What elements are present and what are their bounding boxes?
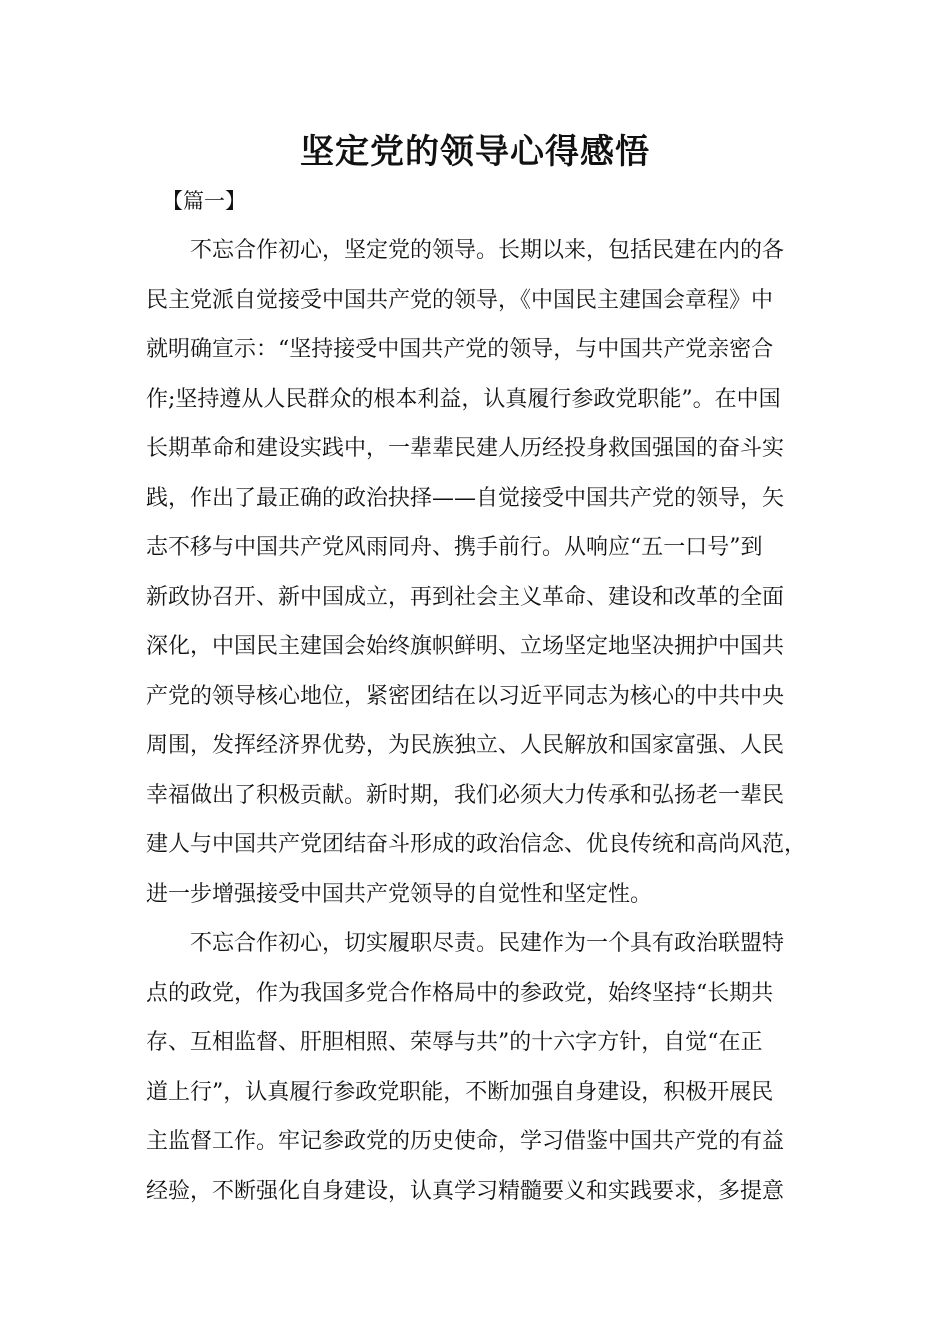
document-title: 坚定党的领导心得感悟 (300, 132, 650, 172)
section-label: 【篇一】 (162, 189, 246, 213)
paragraph-line: 不忘合作初心，切实履职尽责。民建作为一个具有政治联盟特 (190, 931, 785, 956)
paragraph-1 (146, 226, 807, 919)
paragraph-line: 作;坚持遵从人民群众的根本利益，认真履行参政党职能”。在中国 (146, 386, 781, 412)
paragraph-line: 践，作出了最正确的政治抉择——自觉接受中国共产党的领导，矢 (146, 485, 785, 511)
paragraph-line: 就明确宣示：“坚持接受中国共产党的领导，与中国共产党亲密合 (146, 337, 774, 362)
paragraph-line: 存、互相监督、肝胆相照、荣辱与共”的十六字方针，自觉“在正 (146, 1030, 763, 1055)
paragraph-line: 深化，中国民主建国会始终旗帜鲜明、立场坚定地坚决拥护中国共 (146, 634, 785, 659)
paragraph-line: 周围，发挥经济界优势，为民族独立、人民解放和国家富强、人民 (146, 733, 785, 758)
paragraph-line: 进一步增强接受中国共产党领导的自觉性和坚定性。 (146, 881, 653, 907)
paragraph-line: 不忘合作初心，坚定党的领导。长期以来，包括民建在内的各 (190, 238, 785, 263)
paragraph-2 (146, 919, 804, 1216)
paragraph-line: 建人与中国共产党团结奋斗形成的政治信念、优良传统和高尚风范， (146, 832, 807, 857)
paragraph-line: 点的政党，作为我国多党合作格局中的参政党，始终坚持“长期共 (146, 980, 774, 1006)
paragraph-line: 长期革命和建设实践中，一辈辈民建人历经投身救国强国的奋斗实 (146, 436, 785, 461)
paragraph-line: 道上行”，认真履行参政党职能，不断加强自身建设，积极开展民 (146, 1079, 774, 1105)
paragraph-line: 志不移与中国共产党风雨同舟、携手前行。从响应“五一口号”到 (146, 535, 763, 560)
paragraph-line: 新政协召开、新中国成立，再到社会主义革命、建设和改革的全面 (146, 584, 785, 610)
paragraph-line: 产党的领导核心地位，紧密团结在以习近平同志为核心的中共中央 (146, 683, 785, 709)
paragraph-line: 主监督工作。牢记参政党的历史使命，学习借鉴中国共产党的有益 (146, 1129, 785, 1154)
paragraph-line: 经验，不断强化自身建设，认真学习精髓要义和实践要求，多提意 (146, 1178, 785, 1204)
paragraph-line: 民主党派自觉接受中国共产党的领导，《中国民主建国会章程》中 (146, 287, 774, 313)
paragraph-line: 幸福做出了积极贡献。新时期，我们必须大力传承和弘扬老一辈民 (146, 782, 785, 808)
